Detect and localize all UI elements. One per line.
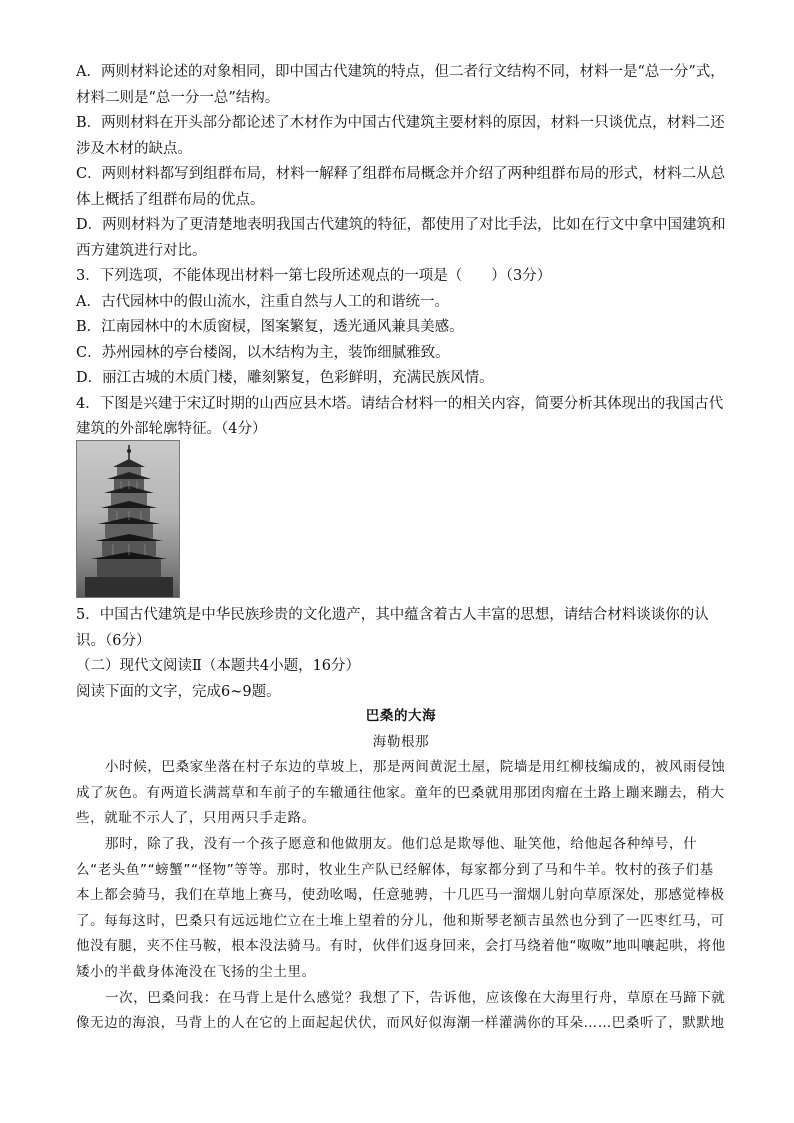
q5-and-section [76,603,726,705]
story-author: 海勒根那 [372,733,430,750]
story-paragraph: 那时，除了我，没有一个孩子愿意和他做朋友。他们总是欺辱他、耻笑他，给他起各种绰号，什么“老头鱼”“螃蟹”“怪物”等等。那时，牧业生产队已经解体，每家都分到了马和牛羊。牧村的孩子们基本上都会骑马，我们在草地上赛马，使劲吆喝，任意驰骋，十几匹马一溜烟儿射向草原深处，那感觉棒极了。每每这时，巴桑只有远远地伫立在土堆上望着的分儿，他和斯琴老额吉虽然也分到了一匹枣红马，可他没有腿，夹不住马鞍，根本没法骑马。有时，伙伴们返身回来，会打马绕着他“呶呶”地叫嚷起哄，将他矮小的半截身体淹没在飞扬的尘土里。 [76,835,726,980]
q2-option-c: C．两则材料都写到组群布局，材料一解释了组群布局概念并介绍了两种组群布局的形式，材料二从总体上概括了组群布局的优点。 [76,166,726,208]
story [76,704,726,1037]
q2-option-a: A．两则材料论述的对象相同，即中国古代建筑的特点，但二者行文结构不同，材料一是“总一分”式，材料二则是“总一分一总”结构。 [76,64,725,106]
story-paragraph: 一次，巴桑问我：在马背上是什么感觉？我想了下，告诉他，应该像在大海里行舟，草原在马蹄下就像无边的海浪，马背上的人在它的上面起起伏伏，而风好似海潮一样灌满你的耳朵……巴桑听了，默默地 [76,989,726,1032]
story-title: 巴桑的大海 [365,708,437,724]
q2-options [76,60,726,443]
q3-option-b: B．江南园林中的木质窗棂，图案繁复，透光通风兼具美感。 [76,319,464,335]
story-paragraph: 小时候，巴桑家坐落在村子东边的草坡上，那是两间黄泥土屋，院墙是用红柳枝编成的，被风雨侵蚀成了灰色。有两道长满蒿草和车前子的车辙通往他家。童年的巴桑就用那团肉瘤在土路上蹦来蹦去，稍大些，就耻不示人了，只用两只手走路。 [76,759,726,827]
q4-stem: 4．下图是兴建于宋辽时期的山西应县木塔。请结合材料一的相关内容，简要分析其体现出的我国古代建筑的外部轮廓特征。（4分） [76,395,724,437]
q3-stem: 3．下列选项，不能体现出材料一第七段所述观点的一项是（ ）（3分） [76,268,552,284]
q3-option-a: A．古代园林中的假山流水，注重自然与人工的和谐统一。 [76,293,449,310]
section2-instruction: 阅读下面的文字，完成6~9题。 [76,683,281,700]
pagoda-photo [76,440,180,598]
q3-option-d: D．丽江古城的木质门楼，雕刻繁复，色彩鲜明，充满民族风情。 [76,370,494,386]
section2-heading: （二）现代文阅读Ⅱ（本题共4小题，16分） [76,658,361,674]
pagoda-icon [77,441,179,597]
q5-stem: 5．中国古代建筑是中华民族珍贵的文化遗产，其中蕴含着古人丰富的思想，请结合材料谈谈你的认识。（6分） [76,607,709,649]
q3-option-c: C．苏州园林的亭台楼阁，以木结构为主，装饰细腻雅致。 [76,344,450,361]
q2-option-b: B．两则材料在开头部分都论述了木材作为中国古代建筑主要材料的原因，材料一只谈优点，材料二还涉及木材的缺点。 [76,115,725,157]
q2-option-d: D．两则材料为了更清楚地表明我国古代建筑的特征，都使用了对比手法，比如在行文中拿中国建筑和西方建筑进行对比。 [76,217,726,259]
